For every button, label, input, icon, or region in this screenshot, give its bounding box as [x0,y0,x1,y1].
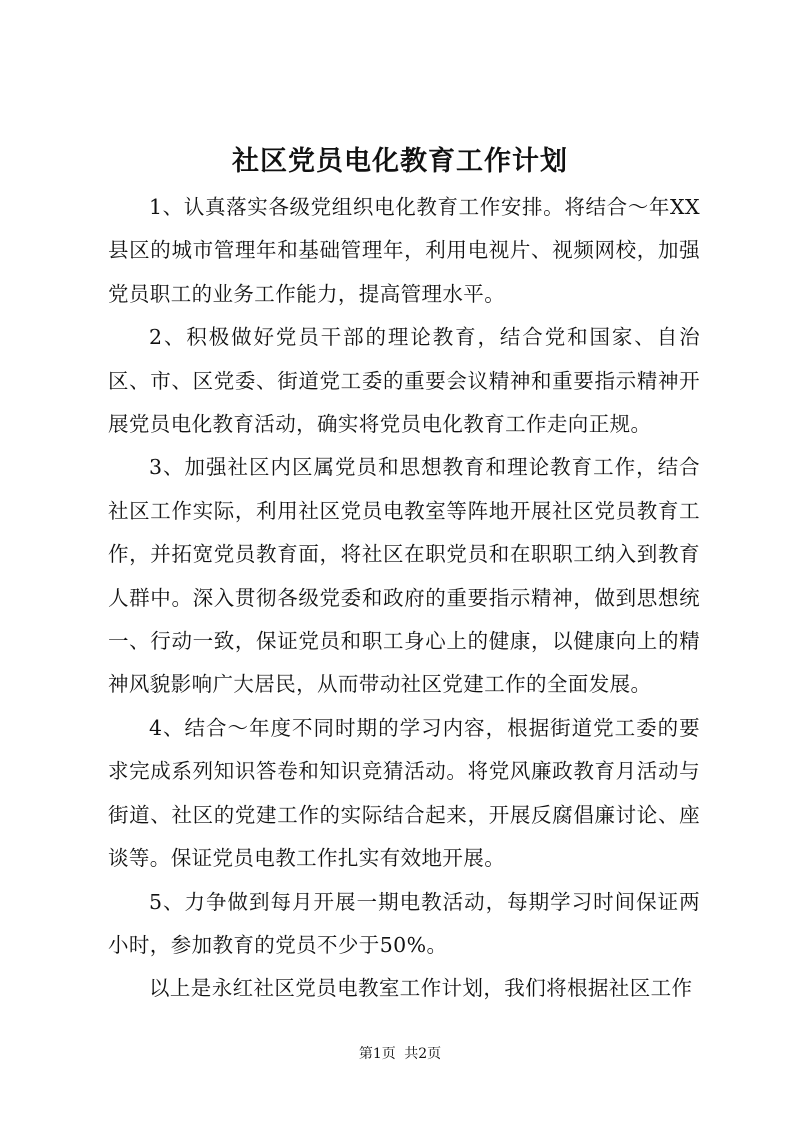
paragraph-3: 3、加强社区内区属党员和思想教育和理论教育工作，结合社区工作实际，利用社区党员电教室等阵地开展社区党员教育工作，并拓宽党员教育面，将社区在职党员和在职职工纳入到教育人群中。深入贯彻各级党委和政府的重要指示精神，做到思想统一、行动一致，保证党员和职工身心上的健康，以健康向上的精神风貌影响广大居民，从而带动社区党建工作的全面发展。 [108,455,700,697]
paragraph-4: 4、结合～年度不同时期的学习内容，根据街道党工委的要求完成系列知识答卷和知识竞猜活动。将党风廉政教育月活动与街道、社区的党建工作的实际结合起来，开展反腐倡廉讨论、座谈等。保证党员电教工作扎实有效地开展。 [108,715,700,871]
document-title: 社区党员电化教育工作计划 [232,146,568,177]
page-total: 共2页 [404,1046,442,1062]
document-body [108,186,700,1011]
page-number: 第1页 [358,1046,396,1062]
paragraph-5: 5、力争做到每月开展一期电教活动，每期学习时间保证两小时，参加教育的党员不少于50%。 [108,889,700,957]
page-footer [0,1044,800,1064]
paragraph-6: 以上是永红社区党员电教室工作计划，我们将根据社区工作 [149,976,693,1001]
paragraph-2: 2、积极做好党员干部的理论教育，结合党和国家、自治区、市、区党委、街道党工委的重要会议精神和重要指示精神开展党员电化教育活动，确实将党员电化教育工作走向正规。 [108,325,700,437]
paragraph-1: 1、认真落实各级党组织电化教育工作安排。将结合～年XX县区的城市管理年和基础管理年，利用电视片、视频网校，加强党员职工的业务工作能力，提高管理水平。 [108,195,700,306]
